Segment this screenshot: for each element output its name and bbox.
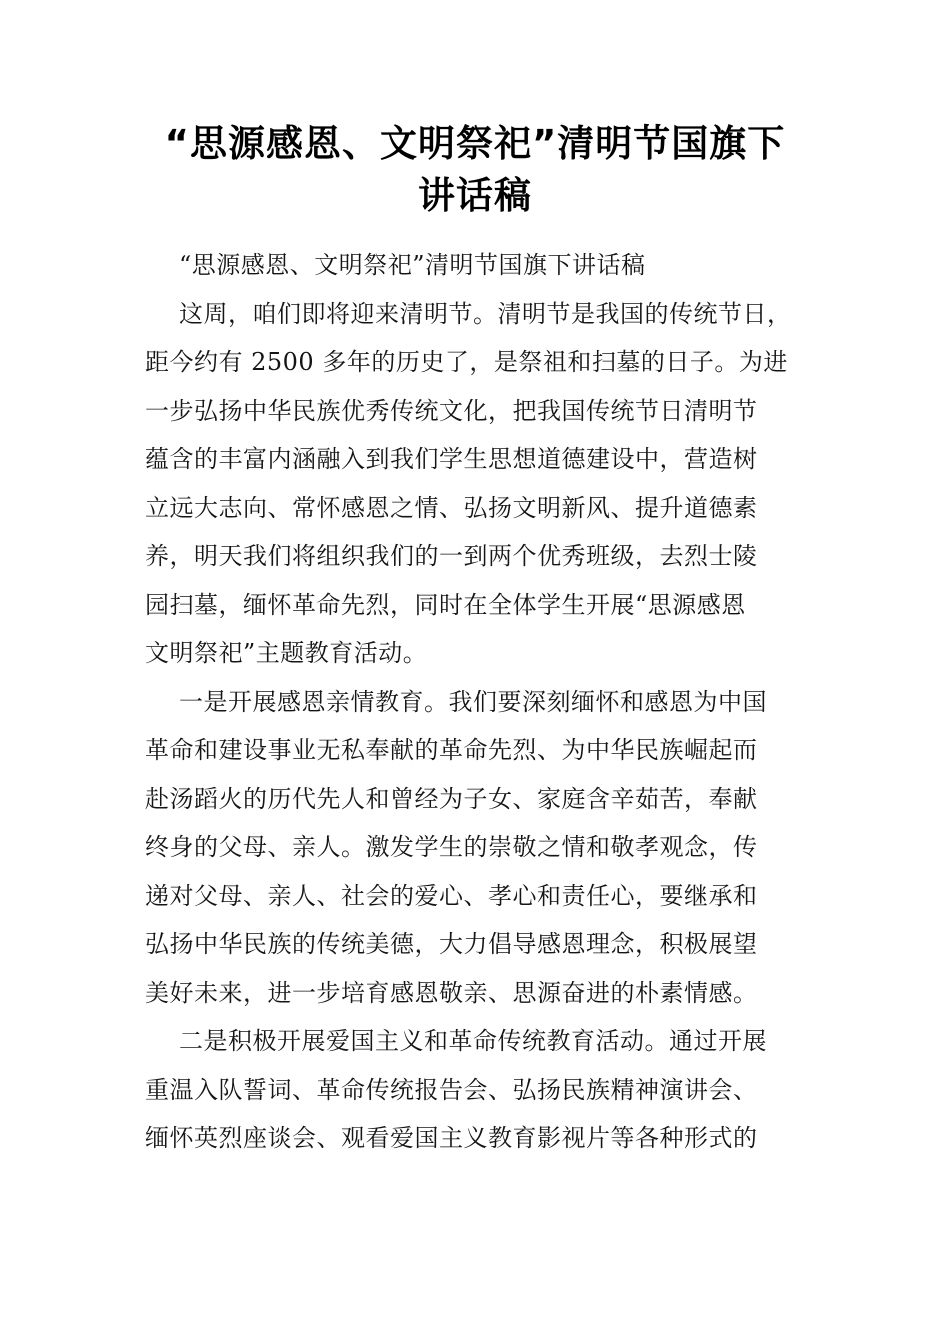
paragraph-2-line-2: 革命和建设事业无私奉献的革命先烈、为中华民族崛起而 — [145, 736, 758, 764]
paragraph-1-line-7: 园扫墓，缅怀革命先烈，同时在全体学生开展“思源感恩 — [145, 590, 746, 619]
paragraph-2-line-1: 一是开展感恩亲情教育。我们要深刻缅怀和感恩为中国 — [179, 687, 767, 716]
title-line-2: 讲话稿 — [418, 174, 532, 217]
paragraph-3-line-2: 重温入队誓词、革命传统报告会、弘扬民族精神演讲会、 — [145, 1075, 758, 1104]
paragraph-1-line-1: 这周，咱们即将迎来清明节。清明节是我国的传统节日， — [179, 299, 792, 328]
paragraph-2-line-7: 美好未来，进一步培育感恩敬亲、思源奋进的朴素情感。 — [145, 978, 758, 1007]
paragraph-1-line-4: 蕴含的丰富内涵融入到我们学生思想道德建设中，营造树 — [145, 445, 758, 473]
paragraph-1-line-8: 文明祭祀”主题教育活动。 — [145, 639, 428, 667]
document-title — [120, 118, 830, 222]
paragraph-2-line-3: 赴汤蹈火的历代先人和曾经为子女、家庭含辛茹苦，奉献 — [145, 784, 758, 813]
paragraph-2-line-5: 递对父母、亲人、社会的爱心、孝心和责任心，要继承和 — [145, 881, 758, 910]
subtitle-line: “思源感恩、文明祭祀”清明节国旗下讲话稿 — [179, 251, 646, 279]
paragraph-1-line-2: 距今约有 2500 多年的历史了，是祭祖和扫墓的日子。为进 — [145, 348, 788, 376]
paragraph-1-line-5: 立远大志向、常怀感恩之情、弘扬文明新风、提升道德素 — [145, 493, 758, 522]
paragraph-3-line-3: 缅怀英烈座谈会、观看爱国主义教育影视片等各种形式的 — [145, 1124, 758, 1152]
paragraph-1-line-6: 养，明天我们将组织我们的一到两个优秀班级，去烈士陵 — [145, 542, 758, 570]
paragraph-1-line-3: 一步弘扬中华民族优秀传统文化，把我国传统节日清明节 — [145, 396, 758, 425]
paragraph-3-line-1: 二是积极开展爱国主义和革命传统教育活动。通过开展 — [179, 1027, 767, 1055]
title-line-1: “思源感恩、文明祭祀”清明节国旗下 — [164, 122, 786, 165]
paragraph-2-line-6: 弘扬中华民族的传统美德，大力倡导感恩理念，积极展望 — [145, 930, 758, 958]
paragraph-2-line-4: 终身的父母、亲人。激发学生的崇敬之情和敬孝观念，传 — [145, 833, 758, 861]
document-body — [145, 241, 825, 1163]
